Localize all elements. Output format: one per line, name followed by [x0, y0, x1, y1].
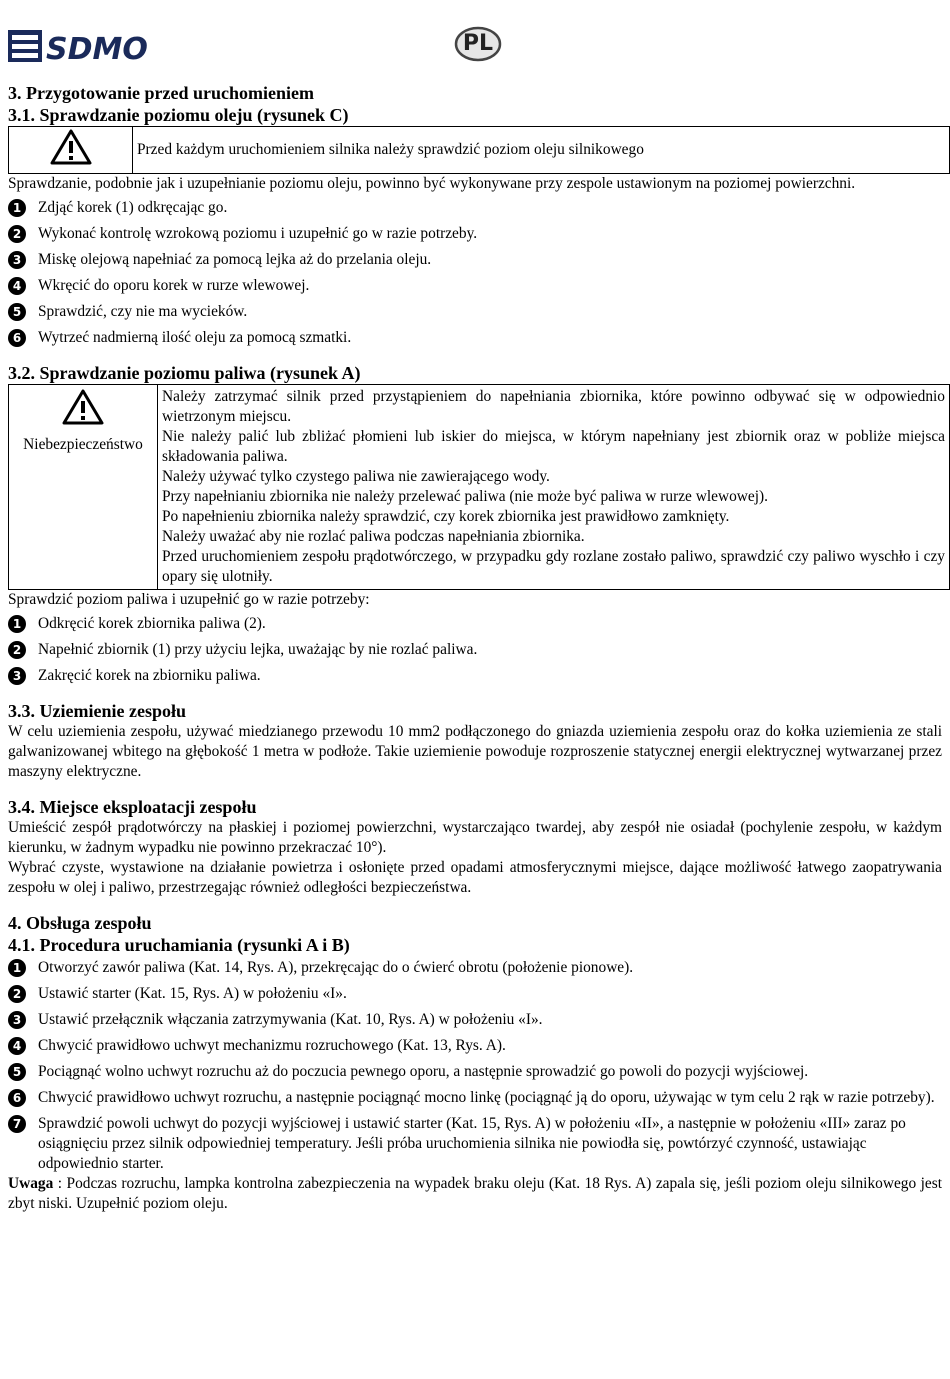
location-text-2: Wybrać czyste, wystawione na działanie powietrza i osłonięte przed opadami atmosferycznymi miejsce, dające możliwość łatwego zaopatrywania zespołu w olej i paliwo, przestrzegając również odległości bezpieczeństwa. — [8, 859, 942, 896]
list-item: 1 Odkręcić korek zbiornika paliwa (2). — [8, 614, 942, 634]
step-number-1-icon: 1 — [8, 959, 26, 977]
list-item: 2 Ustawić starter (Kat. 15, Rys. A) w położeniu «I». — [8, 984, 942, 1004]
startup-note — [8, 1174, 942, 1214]
list-item: 4 Chwycić prawidłowo uchwyt mechanizmu rozruchowego (Kat. 13, Rys. A). — [8, 1036, 942, 1056]
step-number-1-icon: 1 — [8, 199, 26, 217]
fuel-steps — [8, 614, 942, 686]
step-number-5-icon: 5 — [8, 1063, 26, 1081]
danger-icon-cell — [9, 385, 158, 590]
step-number-3-icon: 3 — [8, 251, 26, 269]
language-badge — [454, 26, 502, 62]
step-number-3-icon: 3 — [8, 1011, 26, 1029]
list-item: 3 Miskę olejową napełniać za pomocą lejka aż do przelania oleju. — [8, 250, 942, 270]
list-item: 5 Pociągnąć wolno uchwyt rozruchu aż do poczucia pewnego oporu, a następnie sprowadzić go powoli do pozycji wyjściowej. — [8, 1062, 942, 1082]
document-body — [8, 82, 945, 1214]
list-item: 2 Wykonać kontrolę wzrokową poziomu i uzupełnić go w razie potrzeby. — [8, 224, 942, 244]
step-number-5-icon: 5 — [8, 303, 26, 321]
location-text-1: Umieścić zespół prądotwórczy na płaskiej i poziomej powierzchni, wystarczająco twardej, aby zespół nie osiadał (pochylenie zespołu, w każdym kierunku, w żadnym wypadku nie powinno przekraczać 10°). — [8, 819, 942, 856]
brand-text: SDMO — [46, 32, 148, 66]
step-number-2-icon: 2 — [8, 225, 26, 243]
list-item: 3 Ustawić przełącznik włączania zatrzymywania (Kat. 10, Rys. A) w położeniu «I». — [8, 1010, 942, 1030]
list-item: 7 Sprawdzić powoli uchwyt do pozycji wyjściowej i ustawić starter (Kat. 15, Rys. A) w położeniu «II», a następnie w położeniu «III» zaraz po osiągnięciu przez silnik odpowiedniej temperatury. Jeśli próba uruchomienia silnika nie powiodła się, powtórzyć czynność, ustawiając odpowiednio starter. — [8, 1114, 942, 1174]
danger-line: Przy napełnianiu zbiornika nie należy przelewać paliwa (nie może być paliwa w rurze wlewowej). — [162, 488, 768, 505]
fuel-danger-box — [8, 384, 950, 590]
danger-text-cell — [158, 385, 950, 590]
danger-line: Po napełnieniu zbiornika należy sprawdzić, czy korek zbiornika jest prawidłowo zamknięty. — [162, 508, 730, 525]
step-number-4-icon: 4 — [8, 277, 26, 295]
section-3-1-title: 3.1. Sprawdzanie poziomu oleju (rysunek C) — [8, 105, 349, 125]
section-3-4-title: 3.4. Miejsce eksploatacji zespołu — [8, 797, 257, 817]
warning-triangle-icon — [62, 389, 104, 425]
danger-line: Przed uruchomieniem zespołu prądotwórczego, w przypadku gdy rozlane zostało paliwo, sprawdzić czy paliwo wyschło i czy opary się ulotniły. — [162, 548, 945, 585]
oil-warning-text: Przed każdym uruchomieniem silnika należy sprawdzić poziom oleju silnikowego — [133, 127, 950, 174]
section-3-2-title: 3.2. Sprawdzanie poziomu paliwa (rysunek A) — [8, 363, 361, 383]
list-item: 1 Zdjąć korek (1) odkręcając go. — [8, 198, 942, 218]
danger-label: Niebezpieczeństwo — [23, 436, 143, 453]
grounding-text: W celu uziemienia zespołu, używać miedzianego przewodu 10 mm2 podłączonego do gniazda uziemienia zespołu oraz do kołka uziemienia ze stali galwanizowanej wbitego na głębokość 1 metra w podłoże. Takie uziemienie powoduje rozproszenie statycznej energii elektrycznej wytwarzanej przez maszyny elektryczne. — [8, 723, 942, 780]
danger-line: Należy używać tylko czystego paliwa nie zawierającego wody. — [162, 468, 550, 485]
oil-intro: Sprawdzanie, podobnie jak i uzupełnianie poziomu oleju, powinno być wykonywane przy zespole ustawionym na poziomej powierzchni. — [8, 175, 856, 192]
step-number-4-icon: 4 — [8, 1037, 26, 1055]
list-item: 3 Zakręcić korek na zbiorniku paliwa. — [8, 666, 942, 686]
startup-steps — [8, 958, 942, 1174]
section-4-1-title: 4.1. Procedura uruchamiania (rysunki A i B) — [8, 935, 350, 955]
step-number-6-icon: 6 — [8, 329, 26, 347]
list-item: 4 Wkręcić do oporu korek w rurze wlewowej. — [8, 276, 942, 296]
list-item: 6 Wytrzeć nadmierną ilość oleju za pomocą szmatki. — [8, 328, 942, 348]
oil-steps — [8, 198, 942, 348]
step-number-2-icon: 2 — [8, 985, 26, 1003]
step-number-2-icon: 2 — [8, 641, 26, 659]
step-number-3-icon: 3 — [8, 667, 26, 685]
list-item: 2 Napełnić zbiornik (1) przy użyciu lejka, uważając by nie rozlać paliwa. — [8, 640, 942, 660]
section-4-title: 4. Obsługa zespołu — [8, 913, 152, 933]
section-3-3-title: 3.3. Uziemienie zespołu — [8, 701, 186, 721]
note-text: : Podczas rozruchu, lampka kontrolna zabezpieczenia na wypadek braku oleju (Kat. 18 Rys. A) zapala się, jeśli poziom oleju silnikowego jest zbyt niski. Uzupełnić poziom oleju. — [8, 1175, 942, 1212]
step-number-6-icon: 6 — [8, 1089, 26, 1107]
danger-line: Należy zatrzymać silnik przed przystąpieniem do napełniania zbiornika, które powinno odbywać się w odpowiednio wietrzonym miejscu. — [162, 388, 945, 425]
language-badge-label: PL — [462, 31, 494, 56]
list-item: 5 Sprawdzić, czy nie ma wycieków. — [8, 302, 942, 322]
page-header — [8, 20, 942, 70]
list-item: 1 Otworzyć zawór paliwa (Kat. 14, Rys. A), przekręcając do o ćwierć obrotu (położenie pionowe). — [8, 958, 942, 978]
danger-line: Nie należy palić lub zbliżać płomieni lub iskier do miejsca, w którym napełniany jest zbiornik oraz w pobliże miejsca składowania paliwa. — [162, 428, 945, 465]
note-label: Uwaga — [8, 1175, 54, 1192]
warning-icon-cell — [9, 127, 133, 174]
section-3-title: 3. Przygotowanie przed uruchomieniem — [8, 83, 314, 103]
list-item: 6 Chwycić prawidłowo uchwyt rozruchu, a następnie pociągnąć mocno linkę (pociągnąć ją do oporu, używając w tym celu 2 rąk w razie potrzeby). — [8, 1088, 942, 1108]
sdmo-logo — [8, 26, 148, 66]
fuel-intro: Sprawdzić poziom paliwa i uzupełnić go w razie potrzeby: — [8, 591, 370, 608]
step-number-7-icon: 7 — [8, 1115, 26, 1133]
oil-warning-box — [8, 126, 950, 174]
warning-triangle-icon — [50, 129, 92, 165]
step-number-1-icon: 1 — [8, 615, 26, 633]
danger-line: Należy uważać aby nie rozlać paliwa podczas napełniania zbiornika. — [162, 528, 585, 545]
